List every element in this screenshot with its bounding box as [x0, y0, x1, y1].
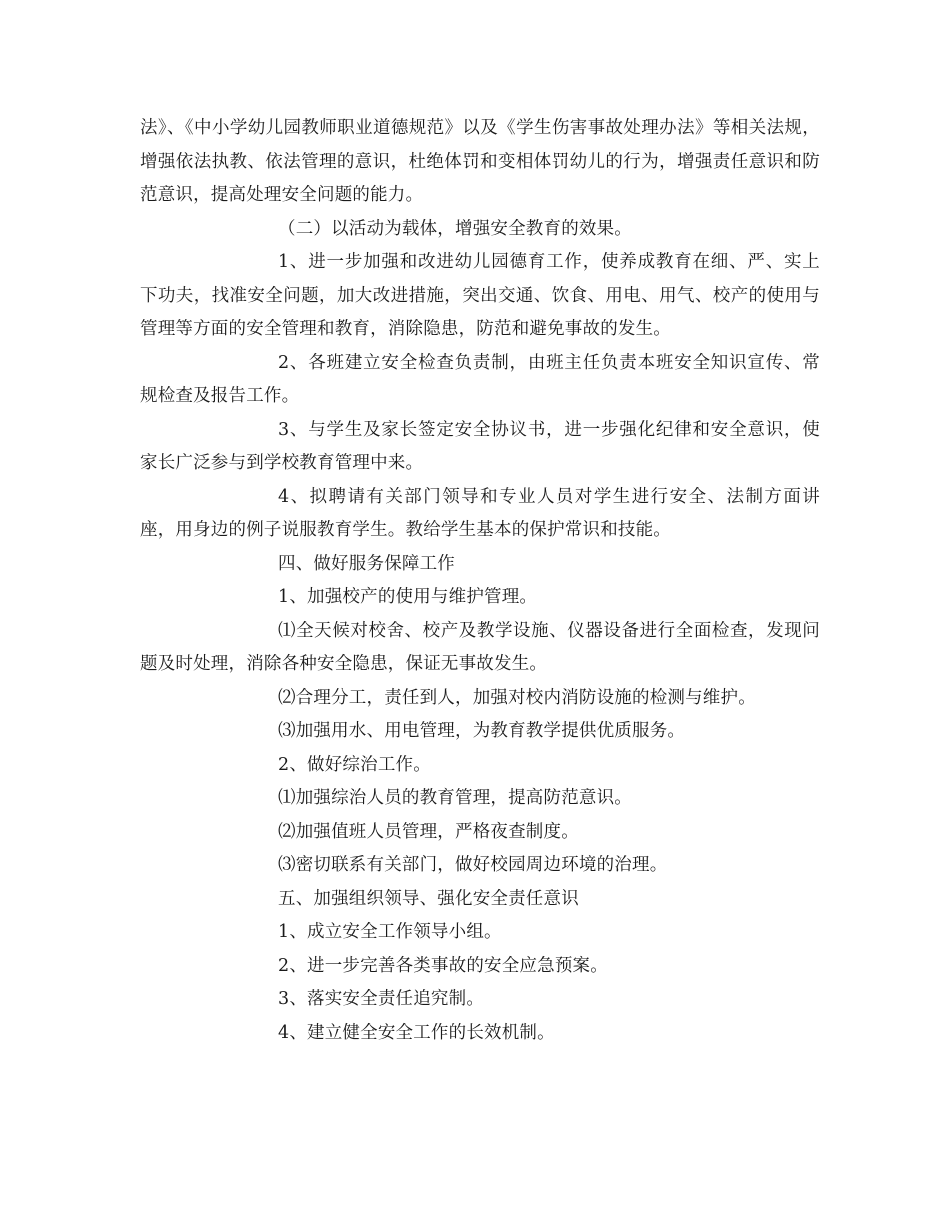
paragraph-comp-3: ⑶密切联系有关部门，做好校园周边环境的治理。: [278, 855, 668, 875]
paragraph-regulations: 法》、《中小学幼儿园教师职业道德规范》以及《学生伤害事故处理办法》等相关法规，增强依法执教、依法管理的意识，杜绝体罚和变相体罚幼儿的行为，增强责任意识和防范意识，提高处理安全问题的能力。: [140, 118, 820, 205]
subheading-assets: 1、加强校产的使用与维护管理。: [278, 587, 538, 607]
paragraph-lead-2: 2、进一步完善各类事故的安全应急预案。: [278, 955, 608, 976]
paragraph-comp-1: ⑴加强综治人员的教育管理，提高防范意识。: [278, 788, 632, 808]
paragraph-item-2: 2、各班建立安全检查负责制，由班主任负责本班安全知识宣传、常规检查及报告工作。: [140, 352, 820, 406]
section-heading-services: 四、做好服务保障工作: [278, 553, 455, 574]
subheading-comprehensive: 2、做好综治工作。: [278, 754, 431, 775]
paragraph-subitem-3: ⑶加强用水、用电管理，为教育教学提供优质服务。: [278, 721, 686, 741]
paragraph-comp-2: ⑵加强值班人员管理，严格夜查制度。: [278, 821, 579, 842]
document-body: [140, 112, 820, 1050]
section-heading-leadership: 五、加强组织领导、强化安全责任意识: [278, 888, 579, 909]
paragraph-item-3: 3、与学生及家长签定安全协议书，进一步强化纪律和安全意识，使家长广泛参与到学校教育管理中来。: [140, 419, 820, 473]
paragraph-lead-3: 3、落实安全责任追究制。: [278, 989, 485, 1009]
paragraph-lead-1: 1、成立安全工作领导小组。: [278, 922, 502, 942]
paragraph-subitem-2: ⑵合理分工，责任到人，加强对校内消防设施的检测与维护。: [278, 687, 756, 708]
paragraph-lead-4: 4、建立健全安全工作的长效机制。: [278, 1022, 555, 1043]
paragraph-subitem-1: ⑴全天候对校舍、校产及教学设施、仪器设备进行全面检查，发现问题及时处理，消除各种安全隐患，保证无事故发生。: [140, 620, 820, 674]
paragraph-item-4: 4、拟聘请有关部门领导和专业人员对学生进行安全、法制方面讲座，用身边的例子说服教育学生。教给学生基本的保护常识和技能。: [140, 486, 820, 540]
section-heading-activities: （二）以活动为载体，增强安全教育的效果。: [278, 218, 632, 239]
paragraph-item-1: 1、进一步加强和改进幼儿园德育工作，使养成教育在细、严、实上下功夫，找准安全问题，加大改进措施，突出交通、饮食、用电、用气、校产的使用与管理等方面的安全管理和教育，消除隐患，防范和避免事故的发生。: [140, 252, 820, 339]
